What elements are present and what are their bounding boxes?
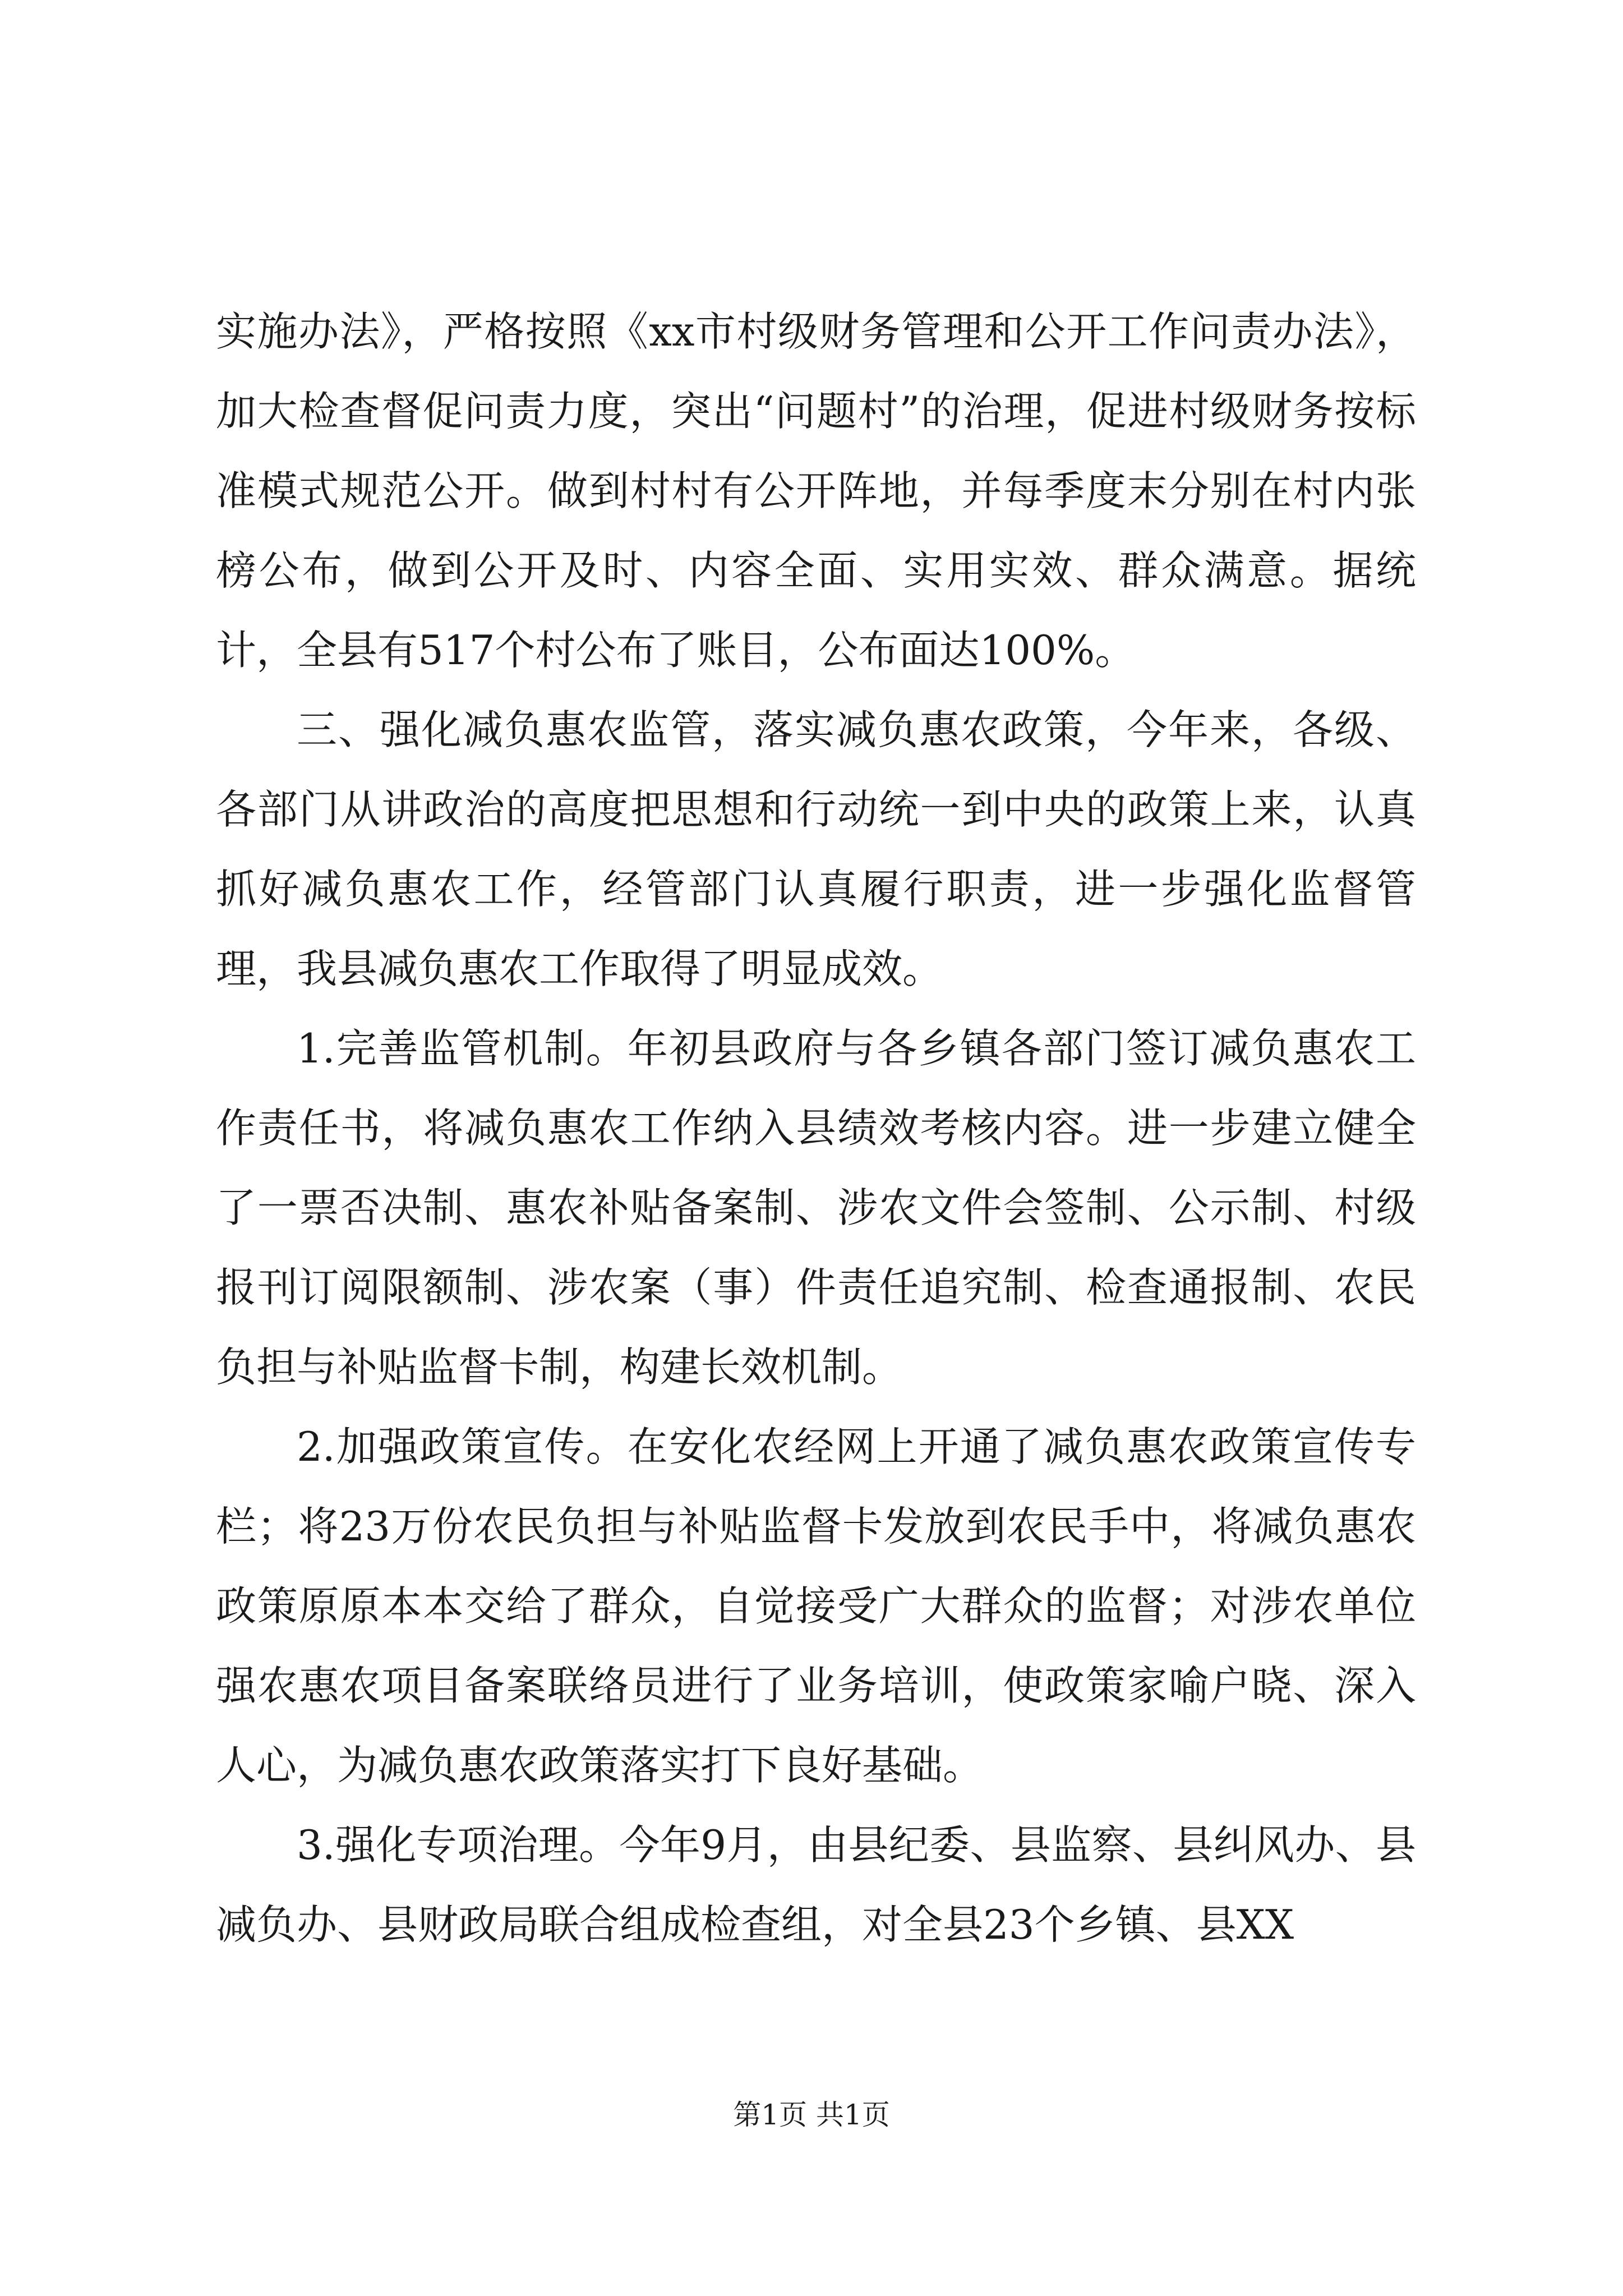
paragraph-1: 实施办法》，严格按照《xx市村级财务管理和公开工作问责办法》，加大检查督促问责力度，突出“问题村”的治理，促进村级财务按标准模式规范公开。做到村村有公开阵地，并每季度末分别在村内张榜公布，做到公开及时、内容全面、实用实效、群众满意。据统计，全县有517个村公布了账目，公布面达100%。	[216, 308, 1416, 674]
paragraph-4: 2.加强政策宣传。在安化农经网上开通了减负惠农政策宣传专栏；将23万份农民负担与补贴监督卡发放到农民手中，将减负惠农政策原原本本交给了群众，自觉接受广大群众的监督；对涉农单位强农惠农项目备案联络员进行了业务培训，使政策家喻户晓、深入人心，为减负惠农政策落实打下良好基础。	[216, 1423, 1416, 1789]
paragraph-2: 三、强化减负惠农监管，落实减负惠农政策，今年来，各级、各部门从讲政治的高度把思想和行动统一到中央的政策上来，认真抓好减负惠农工作，经管部门认真履行职责，进一步强化监督管理，我县减负惠农工作取得了明显成效。	[216, 706, 1416, 992]
document-body	[216, 292, 1416, 1964]
paragraph-3: 1.完善监管机制。年初县政府与各乡镇各部门签订减负惠农工作责任书，将减负惠农工作纳入县绩效考核内容。进一步建立健全了一票否决制、惠农补贴备案制、涉农文件会签制、公示制、村级报刊订阅限额制、涉农案（事）件责任追究制、检查通报制、农民负担与补贴监督卡制，构建长效机制。	[216, 1025, 1416, 1391]
page-footer: 第1页 共1页	[733, 2099, 890, 2131]
paragraph-5: 3.强化专项治理。今年9月，由县纪委、县监察、县纠风办、县减负办、县财政局联合组成检查组，对全县23个乡镇、县XX	[216, 1821, 1416, 1948]
